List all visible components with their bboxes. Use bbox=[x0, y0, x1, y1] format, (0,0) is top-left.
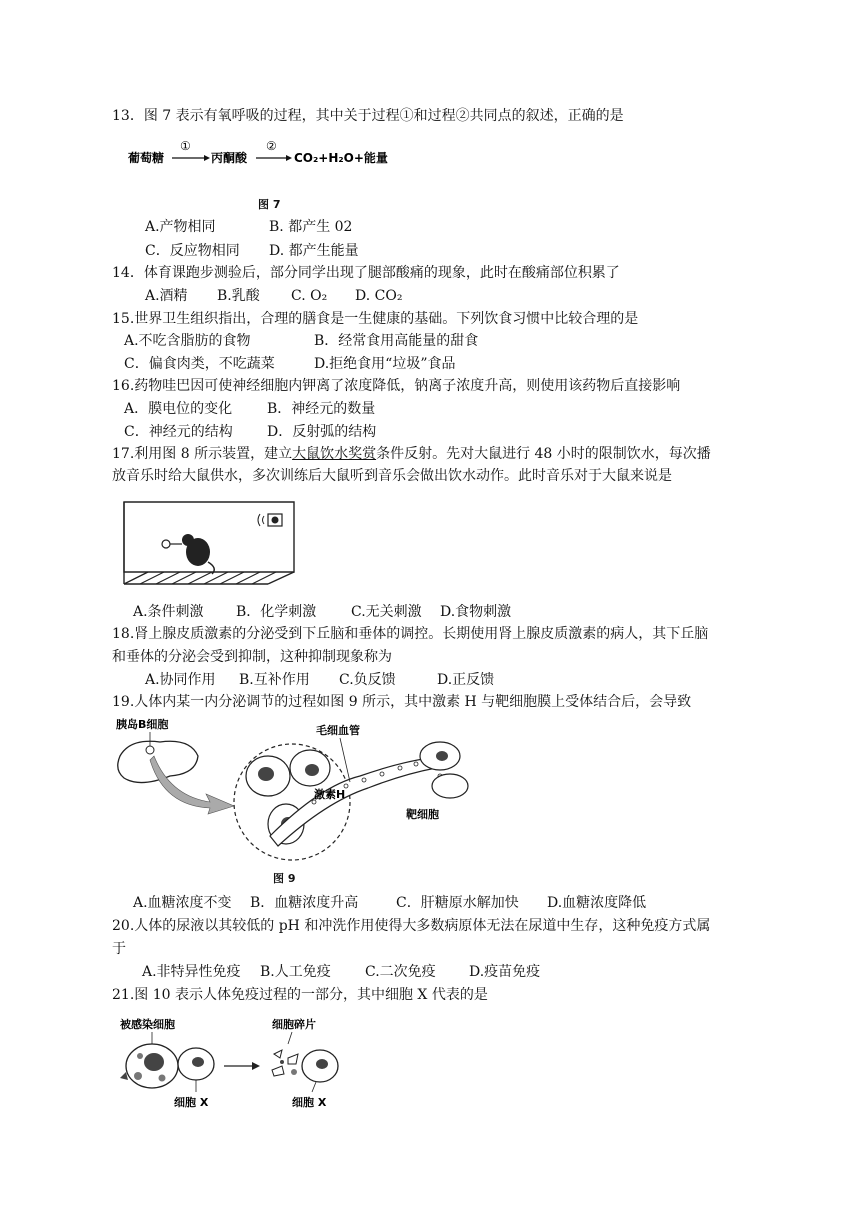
q13-options-row1 bbox=[145, 218, 352, 236]
q20-stem-line2: 于 bbox=[112, 941, 126, 957]
q16-option-a: A．膜电位的变化 bbox=[124, 401, 233, 417]
q20-stem: 20.人体的尿液以其较低的 pH 和冲洗作用使得大多数病原体无法在尿道中生存，这种免疫方式属 bbox=[112, 918, 711, 934]
q13-option-c: C．反应物相同 bbox=[145, 243, 240, 259]
q13-arrow-1-head bbox=[204, 155, 210, 161]
q17-speaker-icon bbox=[258, 514, 282, 526]
q17-rat-box-diagram bbox=[118, 494, 304, 588]
q19-option-d: D.血糖浓度降低 bbox=[547, 895, 647, 911]
q19-endocrine-diagram bbox=[110, 716, 470, 864]
q13-stem: 13．图 7 表示有氧呼吸的过程，其中关于过程①和过程②共同点的叙述，正确的是 bbox=[112, 108, 624, 124]
q19-stem: 19.人体内某一内分泌调节的过程如图 9 所示，其中激素 H 与靶细胞膜上受体结合后，会导致 bbox=[112, 694, 692, 710]
q13-glucose-label: 葡萄糖 bbox=[128, 151, 165, 165]
q20-option-c: C.二次免疫 bbox=[365, 964, 436, 980]
q14-options bbox=[145, 287, 402, 305]
q17-option-b: B．化学刺激 bbox=[236, 604, 317, 620]
q15-option-d: D.拒绝食用“垃圾”食品 bbox=[314, 356, 456, 372]
q21-fragments-pointer bbox=[288, 1032, 292, 1044]
q13-arrow-2-head bbox=[286, 155, 292, 161]
q18-stem: 18.肾上腺皮质激素的分泌受到下丘脑和垂体的调控。长期使用肾上腺皮质激素的病人，其下丘脑 bbox=[112, 626, 709, 642]
q19-option-b: B．血糖浓度升高 bbox=[250, 895, 359, 911]
q21-process-arrow-head bbox=[252, 1062, 260, 1070]
q15-options-row1 bbox=[124, 332, 478, 350]
q13-options-row2 bbox=[145, 242, 359, 260]
q13-respiration-diagram bbox=[128, 138, 408, 174]
q19-options bbox=[133, 894, 646, 912]
q13-option-a: A.产物相同 bbox=[145, 219, 216, 235]
q14-option-c: C. O₂ bbox=[291, 288, 328, 304]
q18-option-b: B.互补作用 bbox=[239, 672, 310, 688]
q14-stem: 14．体育课跑步测验后，部分同学出现了腿部酸痛的现象，此时在酸痛部位积累了 bbox=[112, 265, 620, 281]
q18-options bbox=[145, 671, 494, 689]
q13-option-b: B. 都产生 02 bbox=[269, 219, 353, 235]
q18-option-a: A.协同作用 bbox=[145, 672, 216, 688]
q17-floor-grid bbox=[140, 572, 276, 584]
q16-option-b: B．神经元的数量 bbox=[267, 401, 376, 417]
q17-options bbox=[133, 603, 511, 621]
q17-stem bbox=[112, 445, 711, 463]
q17-stem-line2: 放音乐时给大鼠供水，多次训练后大鼠听到音乐会做出饮水动作。此时音乐对于大鼠来说是 bbox=[112, 468, 672, 484]
q20-option-d: D.疫苗免疫 bbox=[469, 964, 541, 980]
q17-option-d: D.食物刺激 bbox=[440, 604, 512, 620]
q14-option-d: D. CO₂ bbox=[355, 288, 403, 304]
q15-options-row2 bbox=[124, 355, 456, 373]
q21-fragments-label: 细胞碎片 bbox=[272, 1018, 316, 1031]
q21-cell-fragments-icon bbox=[272, 1050, 298, 1076]
q17-stem-part1: 17.利用图 8 所示装置，建立 bbox=[112, 446, 293, 462]
q21-immune-diagram bbox=[112, 1014, 362, 1110]
q19-islet-label: 胰岛B细胞 bbox=[116, 718, 169, 731]
q20-option-b: B.人工免疫 bbox=[260, 964, 331, 980]
q13-option-d: D. 都产生能量 bbox=[269, 243, 359, 259]
q17-water-tube bbox=[162, 540, 182, 548]
q17-box-back bbox=[124, 502, 294, 572]
q15-option-a: A.不吃含脂肪的食物 bbox=[124, 333, 251, 349]
q19-hormone-label: 激素H bbox=[314, 788, 346, 801]
q16-option-d: D．反射弧的结构 bbox=[267, 424, 377, 440]
q19-target-label: 靶细胞 bbox=[406, 808, 439, 821]
q21-cell-x-icon-2 bbox=[302, 1050, 338, 1082]
q16-stem: 16.药物哇巴因可使神经细胞内钾离了浓度降低，钠离子浓度升高，则使用该药物后直接影响 bbox=[112, 378, 681, 394]
q19-islet-marker bbox=[146, 746, 154, 754]
q21-cell-x-label-2: 细胞 X bbox=[292, 1096, 327, 1109]
q19-option-a: A.血糖浓度不变 bbox=[133, 895, 232, 911]
q13-products-label: CO₂+H₂O+能量 bbox=[294, 151, 388, 165]
q14-option-a: A.酒精 bbox=[145, 288, 188, 304]
q13-step1-label: ① bbox=[180, 139, 191, 153]
q21-cell-x-label-1: 细胞 X bbox=[174, 1096, 209, 1109]
q13-figure-caption: 图 7 bbox=[258, 198, 281, 211]
q16-options-row1 bbox=[124, 400, 375, 418]
q17-stem-part2: 条件反射。先对大鼠进行 48 小时的限制饮水，每次播 bbox=[376, 446, 711, 462]
q15-option-c: C．偏食肉类，不吃蔬菜 bbox=[124, 356, 275, 372]
q18-stem-line2: 和垂体的分泌会受到抑制，这种抑制现象称为 bbox=[112, 649, 392, 665]
q17-stem-underlined: 大鼠饮水奖赏 bbox=[292, 446, 377, 462]
q17-option-c: C.无关刺激 bbox=[351, 604, 422, 620]
q21-cell-x-icon-1 bbox=[178, 1048, 214, 1080]
q18-option-c: C.负反馈 bbox=[339, 672, 396, 688]
q19-capillary-label: 毛细血管 bbox=[316, 724, 360, 737]
q21-stem: 21.图 10 表示人体免疫过程的一部分，其中细胞 X 代表的是 bbox=[112, 987, 488, 1003]
q19-capillary-pointer bbox=[340, 738, 350, 782]
q21-cell-x-pointer-2 bbox=[312, 1082, 316, 1092]
q20-options bbox=[142, 963, 540, 981]
q19-option-c: C．肝糖原水解加快 bbox=[396, 895, 519, 911]
q17-rat-icon bbox=[182, 534, 214, 574]
q20-option-a: A.非特异性免疫 bbox=[142, 964, 241, 980]
q19-figure-caption: 图 9 bbox=[273, 872, 296, 885]
q13-step2-label: ② bbox=[266, 139, 277, 153]
q21-infected-label: 被感染细胞 bbox=[120, 1018, 175, 1031]
q17-option-a: A.条件刺激 bbox=[133, 604, 204, 620]
q15-option-b: B．经常食用高能量的甜食 bbox=[314, 333, 479, 349]
q16-option-c: C．神经元的结构 bbox=[124, 424, 233, 440]
q15-stem: 15.世界卫生组织指出，合理的膳食是一生健康的基础。下列饮食习惯中比较合理的是 bbox=[112, 311, 639, 327]
q21-infected-cell-icon bbox=[120, 1044, 178, 1088]
q16-options-row2 bbox=[124, 423, 376, 441]
q18-option-d: D.正反馈 bbox=[437, 672, 495, 688]
q13-pyruvate-label: 丙酮酸 bbox=[211, 151, 248, 165]
q14-option-b: B.乳酸 bbox=[217, 288, 260, 304]
